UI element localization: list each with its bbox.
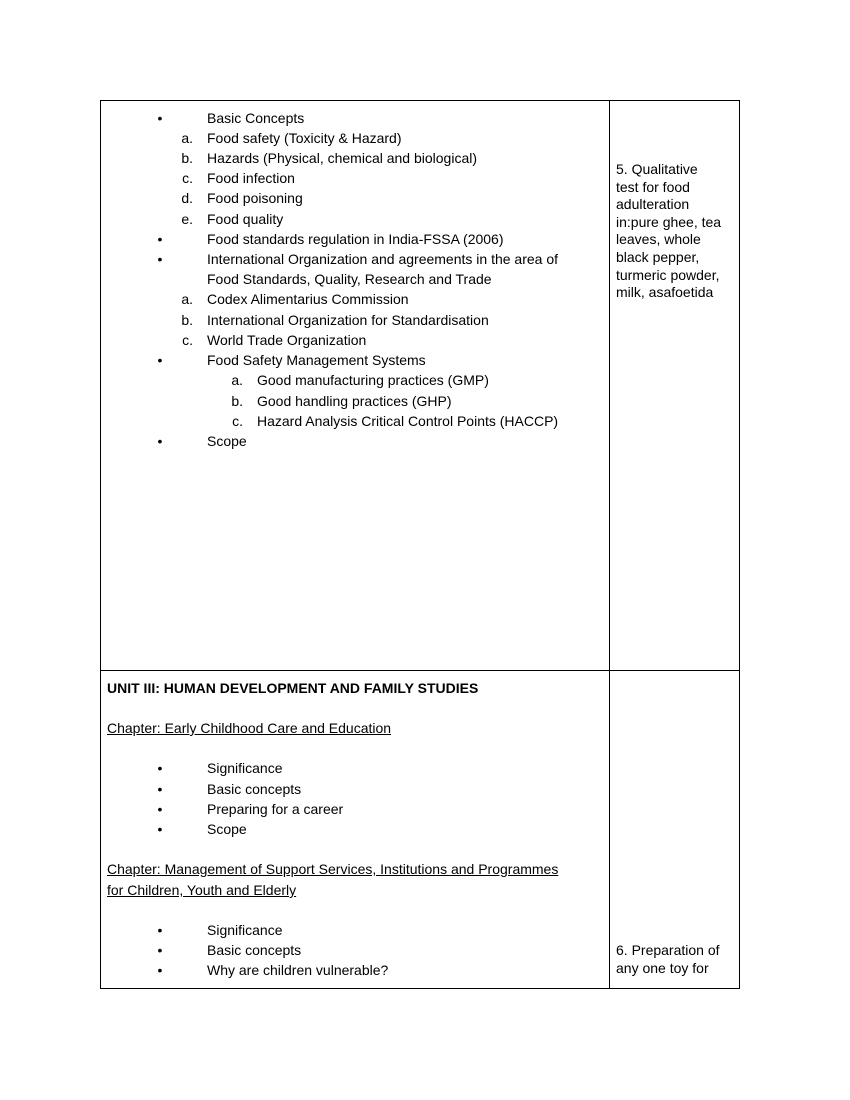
practical-line: milk, asafoetida — [616, 284, 714, 301]
list-item: World Trade Organization — [207, 332, 367, 348]
bullet: • — [157, 352, 163, 368]
basic-concepts-heading: Basic Concepts — [207, 110, 305, 126]
list-marker: c. — [232, 413, 243, 429]
bullet: • — [157, 962, 163, 978]
list-marker: a. — [231, 372, 243, 388]
list-item: Significance — [207, 922, 283, 938]
bullet: • — [157, 760, 163, 776]
chapter-title: Chapter: Management of Support Services, Institutions and Programmes — [107, 861, 559, 877]
chapter-title-cont: for Children, Youth and Elderly — [107, 882, 297, 898]
practical-6 — [616, 942, 736, 977]
list-item: Basic concepts — [207, 781, 302, 797]
list-item: Food poisoning — [207, 190, 303, 206]
fssa-item: Food standards regulation in India-FSSA (2006) — [207, 231, 504, 247]
list-marker: b. — [231, 393, 243, 409]
practical-line: in:pure ghee, tea — [616, 213, 722, 230]
row-divider — [101, 670, 739, 671]
practical-line: 6. Preparation of — [616, 942, 720, 958]
list-marker: a. — [181, 130, 193, 146]
bullet: • — [157, 231, 163, 247]
practical-line: test for food — [616, 178, 690, 195]
list-marker: c. — [182, 332, 193, 348]
list-item: Food infection — [207, 170, 295, 186]
list-item: Good handling practices (GHP) — [257, 393, 452, 409]
list-item: Hazards (Physical, chemical and biological) — [207, 150, 478, 166]
list-marker: c. — [182, 170, 193, 186]
bullet: • — [157, 821, 163, 837]
list-item: Scope — [207, 821, 247, 837]
bullet: • — [157, 433, 163, 449]
practical-5 — [616, 161, 736, 302]
practical-line: turmeric powder, — [616, 266, 720, 283]
bullet: • — [157, 801, 163, 817]
list-item: Hazard Analysis Critical Control Points (HACCP) — [257, 413, 559, 429]
practical-line: black pepper, — [616, 248, 700, 265]
column-divider — [609, 101, 610, 988]
list-item: Basic concepts — [207, 942, 302, 958]
list-item: Codex Alimentarius Commission — [207, 291, 409, 307]
list-item: International Organization for Standardisation — [207, 312, 489, 328]
list-marker: b. — [181, 312, 193, 328]
practical-line: any one toy for — [616, 959, 709, 976]
bullet: • — [157, 781, 163, 797]
list-item: Significance — [207, 760, 283, 776]
bullet: • — [157, 942, 163, 958]
bullet: • — [157, 251, 163, 267]
bullet: • — [157, 922, 163, 938]
list-item: Preparing for a career — [207, 801, 344, 817]
list-marker: a. — [181, 291, 193, 307]
list-item: Good manufacturing practices (GMP) — [257, 372, 489, 388]
practical-line: 5. Qualitative — [616, 161, 698, 177]
practical-line: leaves, whole — [616, 231, 701, 248]
list-item: Food safety (Toxicity & Hazard) — [207, 130, 402, 146]
intl-org-item: International Organization and agreements in the area of — [207, 251, 559, 267]
scope-item: Scope — [207, 433, 247, 449]
fsms-item: Food Safety Management Systems — [207, 352, 426, 368]
intl-org-item-cont: Food Standards, Quality, Research and Trade — [207, 271, 492, 287]
list-item: Why are children vulnerable? — [207, 962, 389, 978]
list-marker: b. — [181, 150, 193, 166]
chapter-title: Chapter: Early Childhood Care and Education — [107, 720, 392, 736]
list-marker: d. — [181, 190, 193, 206]
list-marker: e. — [181, 211, 193, 227]
practical-line: adulteration — [616, 196, 690, 213]
unit-title: UNIT III: HUMAN DEVELOPMENT AND FAMILY STUDIES — [107, 680, 479, 696]
bullet: • — [157, 110, 163, 126]
list-item: Food quality — [207, 211, 284, 227]
